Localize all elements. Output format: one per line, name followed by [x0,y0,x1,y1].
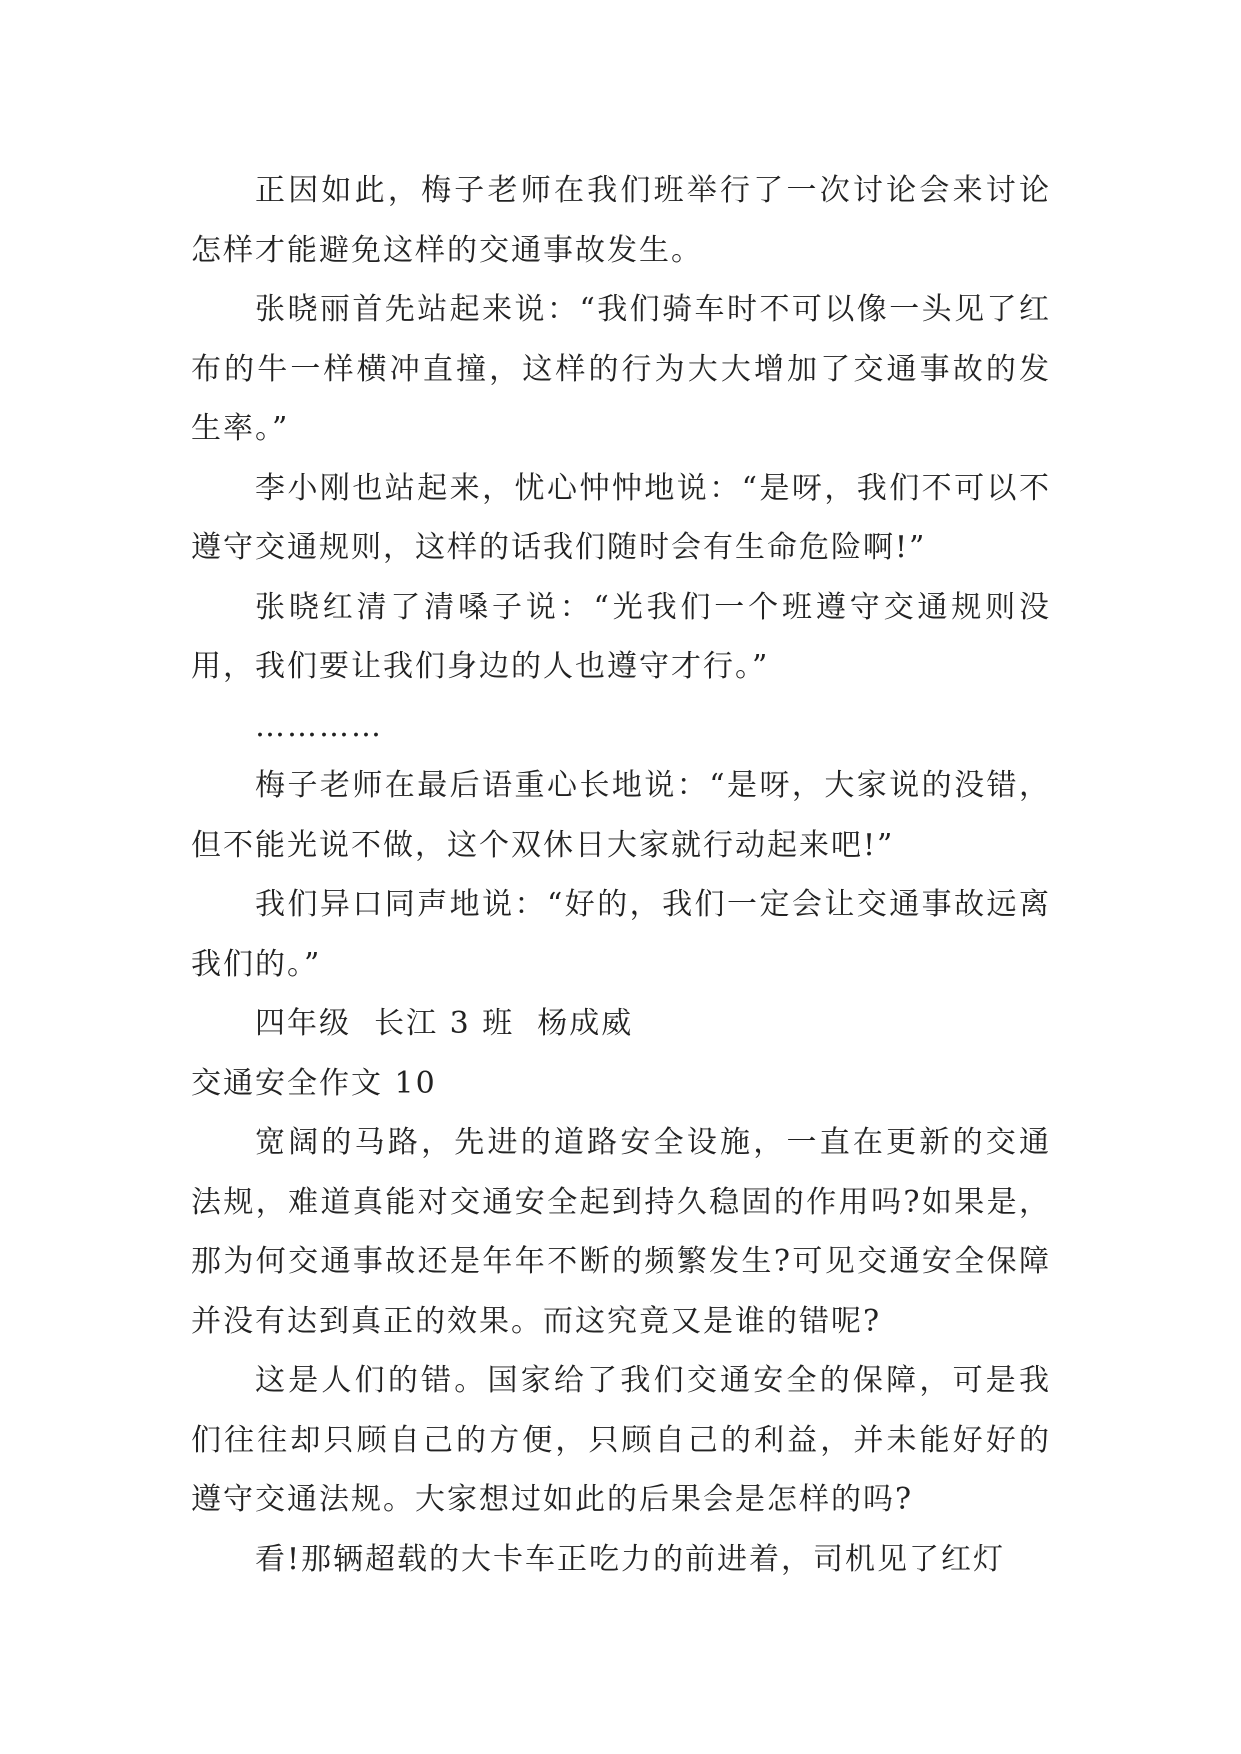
author-signature: 四年级 长江 3 班 杨成威 [255,1006,634,1041]
paragraph-zhang-xiaohong: 张晓红清了清嗓子说：“光我们一个班遵守交通规则没用，我们要让我们身边的人也遵守才行。” [191,589,1051,684]
paragraph-overloaded-truck: 看!那辆超载的大卡车正吃力的前进着，司机见了红灯 [255,1541,1006,1577]
paragraph-teacher-conclusion: 梅子老师在最后语重心长地说：“是呀，大家说的没错，但不能光说不做，这个双休日大家就行动起来吧!” [191,768,1051,863]
paragraph-class-response: 我们异口同声地说：“好的，我们一定会让交通事故远离我们的。” [191,887,1051,982]
paragraph-ellipsis: ………… [255,708,383,744]
paragraph-peoples-fault: 这是人们的错。国家给了我们交通安全的保障，可是我们往往却只顾自己的方便，只顾自己的利益，并未能好好的遵守交通法规。大家想过如此的后果会是怎样的吗? [191,1363,1051,1517]
paragraph-roads-and-safety: 宽阔的马路，先进的道路安全设施，一直在更新的交通法规，难道真能对交通安全起到持久稳固的作用吗?如果是，那为何交通事故还是年年不断的频繁发生?可见交通安全保障并没有达到真正的效果。而这究竟又是谁的错呢? [191,1125,1051,1339]
essay-heading: 交通安全作文 10 [191,1065,437,1101]
paragraph-zhang-xiaoli: 张晓丽首先站起来说：“我们骑车时不可以像一头见了红布的牛一样横冲直撞，这样的行为大大增加了交通事故的发生率。” [191,292,1051,446]
paragraph-li-xiaogang: 李小刚也站起来，忧心忡忡地说：“是呀，我们不可以不遵守交通规则，这样的话我们随时会有生命危险啊!” [191,470,1051,565]
document-body [191,161,1051,1589]
paragraph-discussion-intro: 正因如此，梅子老师在我们班举行了一次讨论会来讨论怎样才能避免这样的交通事故发生。 [191,173,1051,268]
